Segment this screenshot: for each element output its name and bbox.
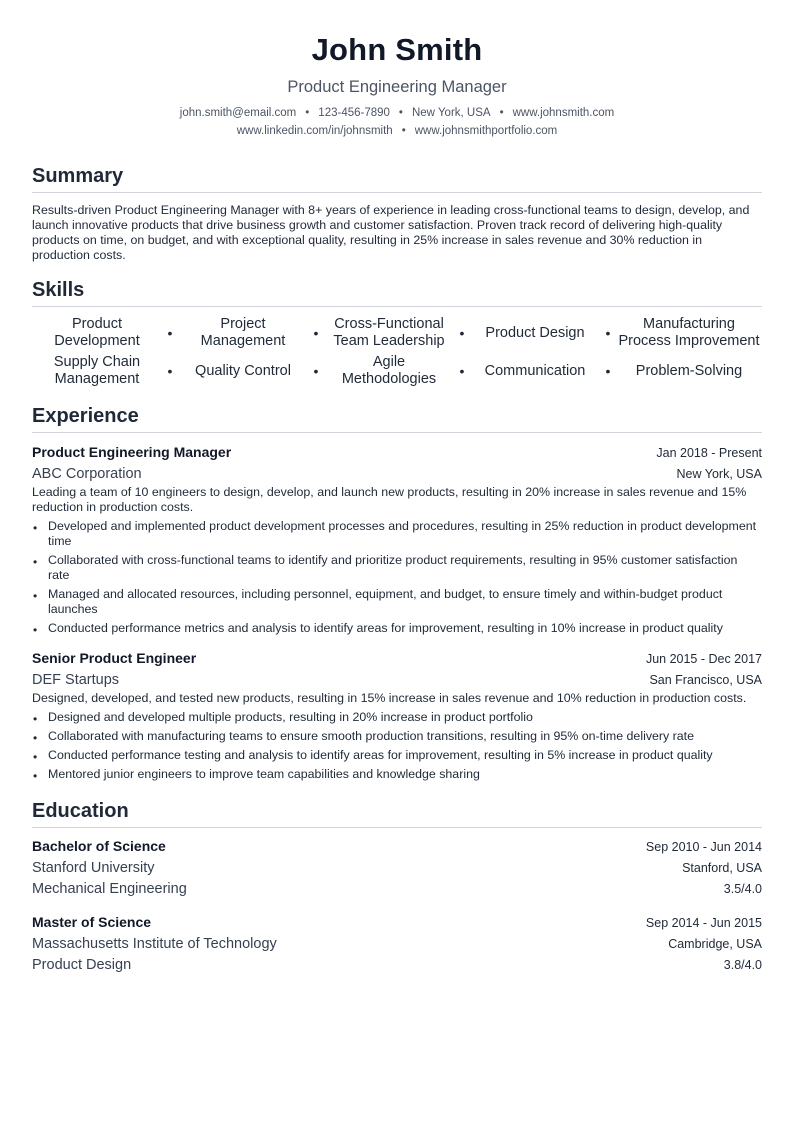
separator-dot: •: [499, 107, 504, 119]
job-bullets: [32, 519, 762, 636]
skill-item: Product Development: [54, 316, 140, 349]
job-role: Senior Product Engineer: [32, 650, 197, 666]
separator-dot: •: [313, 363, 319, 379]
separator-dot: •: [401, 125, 406, 137]
bullet-icon: •: [33, 750, 38, 764]
separator-dot: •: [167, 325, 173, 341]
list-item: [32, 748, 762, 763]
skill-item: Manufacturing Process Improvement: [618, 316, 760, 349]
skill-item: Quality Control: [195, 362, 291, 379]
job-role: Product Engineering Manager: [32, 444, 232, 460]
degree-field: Mechanical Engineering: [32, 881, 187, 897]
degree-field: Product Design: [32, 957, 132, 973]
skill-item: Project Management: [200, 316, 286, 349]
skill-item: Agile Methodologies: [341, 354, 437, 387]
job-description: Leading a team of 10 engineers to design, develop, and launch new products, resulting in 20% increase in sales revenue and 15% reduction in production costs.: [32, 485, 747, 514]
school-location: Stanford, USA: [682, 861, 762, 875]
degree-name: Master of Science: [32, 914, 152, 930]
education-entry: [32, 836, 762, 900]
experience-heading: Experience: [32, 403, 762, 433]
location: New York, USA: [411, 107, 491, 119]
degree-dates: Sep 2014 - Jun 2015: [645, 916, 762, 930]
school-location: Cambridge, USA: [668, 937, 762, 951]
job-bullets: [32, 710, 762, 782]
portfolio-link[interactable]: www.johnsmithportfolio.com: [414, 125, 558, 137]
bullet-text: Collaborated with manufacturing teams to ensure smooth production transitions, resulting in 95% on-time delivery rate: [48, 729, 695, 743]
degree-gpa: 3.5/4.0: [723, 882, 762, 896]
job-entry: [32, 648, 762, 782]
candidate-name: John Smith: [311, 32, 483, 67]
separator-dot: •: [167, 363, 173, 379]
separator-dot: •: [459, 363, 465, 379]
candidate-title: Product Engineering Manager: [287, 78, 507, 96]
list-item: [32, 587, 762, 617]
job-company: DEF Startups: [32, 672, 120, 688]
list-item: [32, 553, 762, 583]
list-item: [32, 519, 762, 549]
school-name: Massachusetts Institute of Technology: [32, 936, 277, 952]
bullet-text: Developed and implemented product development processes and procedures, resulting in 25% reduction in product development time: [48, 519, 757, 548]
contact-line-2: [32, 122, 762, 140]
skill-item: Product Design: [485, 324, 585, 341]
job-entry: [32, 442, 762, 636]
bullet-text: Conducted performance testing and analysis to identify areas for improvement, resulting in 5% increase in product quality: [48, 748, 713, 762]
job-location: New York, USA: [676, 467, 762, 481]
skills-grid: [32, 316, 762, 388]
bullet-text: Managed and allocated resources, including personnel, equipment, and budget, to ensure timely and within-budget product launches: [48, 587, 723, 616]
separator-dot: •: [305, 107, 310, 119]
job-company: ABC Corporation: [32, 466, 142, 482]
separator-dot: •: [605, 363, 611, 379]
list-item: [32, 621, 762, 636]
contact-line-1: [32, 104, 762, 122]
list-item: [32, 710, 762, 725]
resume-page: [32, 30, 762, 976]
bullet-text: Collaborated with cross-functional teams to identify and prioritize product requirements, resulting in 95% customer satisfaction rate: [48, 553, 738, 582]
bullet-icon: •: [33, 769, 38, 783]
list-item: [32, 767, 762, 782]
skill-item: Problem-Solving: [635, 362, 743, 379]
bullet-text: Mentored junior engineers to improve team capabilities and knowledge sharing: [48, 767, 480, 781]
separator-dot: •: [313, 325, 319, 341]
degree-gpa: 3.8/4.0: [723, 958, 762, 972]
job-location: San Francisco, USA: [649, 673, 762, 687]
school-name: Stanford University: [32, 860, 155, 876]
separator-dot: •: [605, 325, 611, 341]
skill-item: Cross-Functional Team Leadership: [333, 316, 445, 349]
bullet-icon: •: [33, 731, 38, 745]
bullet-text: Designed and developed multiple products, resulting in 20% increase in product portfolio: [48, 710, 533, 724]
job-dates: Jan 2018 - Present: [656, 446, 762, 460]
skills-section: [32, 277, 762, 388]
bullet-icon: •: [33, 712, 38, 726]
list-item: [32, 729, 762, 744]
resume-header: [32, 30, 762, 140]
skill-item: Supply Chain Management: [53, 354, 141, 387]
job-dates: Jun 2015 - Dec 2017: [645, 652, 762, 666]
separator-dot: •: [459, 325, 465, 341]
degree-name: Bachelor of Science: [32, 838, 166, 854]
linkedin-link[interactable]: www.linkedin.com/in/johnsmith: [236, 125, 393, 137]
experience-section: [32, 403, 762, 782]
education-heading: Education: [32, 798, 762, 828]
bullet-icon: •: [33, 623, 38, 637]
summary-heading: Summary: [32, 163, 762, 193]
summary-text: Results-driven Product Engineering Manager with 8+ years of experience in leading cross-functional teams to design, develop, and launch innovative products that drive business growth and customer satisfaction. Proven track record of delivering high-quality products on time, on budget, and with exceptional quality, resulting in 25% increase in sales revenue and 30% reduction in production costs.: [32, 203, 750, 262]
summary-section: [32, 163, 762, 263]
job-description: Designed, developed, and tested new products, resulting in 15% increase in sales revenue and 10% reduction in production costs.: [32, 691, 747, 705]
skills-heading: Skills: [32, 277, 762, 307]
website-link[interactable]: www.johnsmith.com: [512, 107, 615, 119]
degree-dates: Sep 2010 - Jun 2014: [645, 840, 762, 854]
bullet-icon: •: [33, 589, 38, 603]
bullet-text: Conducted performance metrics and analysis to identify areas for improvement, resulting in 10% increase in product quality: [48, 621, 723, 635]
email-link[interactable]: john.smith@email.com: [179, 107, 297, 119]
phone-number: 123-456-7890: [318, 107, 390, 119]
bullet-icon: •: [33, 555, 38, 569]
education-section: [32, 798, 762, 976]
skill-item: Communication: [484, 362, 586, 379]
bullet-icon: •: [33, 521, 38, 535]
education-entry: [32, 912, 762, 976]
separator-dot: •: [398, 107, 403, 119]
